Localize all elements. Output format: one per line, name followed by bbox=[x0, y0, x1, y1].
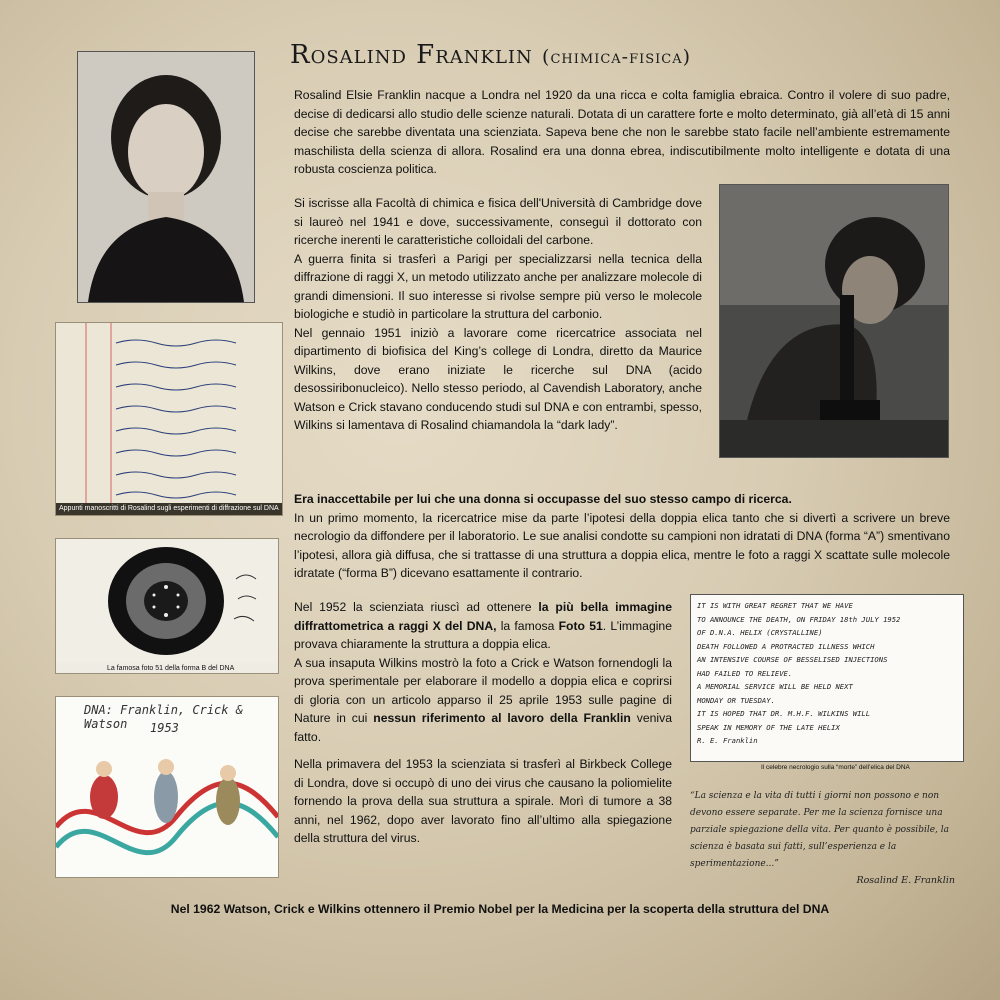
footer-nobel: Nel 1962 Watson, Crick e Wilkins ottennero il Premio Nobel per la Medicina per la scoperta della struttura del DNA bbox=[170, 902, 830, 916]
photo51-text-a: Nel 1952 la scienziata riuscì ad ottenere bbox=[294, 600, 539, 614]
wilkins-text-a: A sua insaputa Wilkins mostrò la foto a Crick e Watson fornendogli la prova sperimentale per elaborare il modello a doppia elica e coprirsi di gloria con un articolo apparso il 25 aprile 1953 sulle pagine di Nature in cui bbox=[294, 655, 672, 725]
wilkins-text-b: nessun riferimento al lavoro della Franklin bbox=[373, 711, 631, 725]
necrology-line: AN INTENSIVE COURSE OF BESSELISED INJECTIONS bbox=[697, 655, 888, 664]
cartoon-year: 1953 bbox=[150, 721, 179, 735]
necrology-caption: Il celebre necrologio sulla “morte” dell’elica del DNA bbox=[761, 764, 910, 771]
portrait-photo bbox=[77, 51, 255, 303]
photo51-caption: La famosa foto 51 della forma B del DNA bbox=[107, 665, 235, 672]
title-name: Rosalind Franklin bbox=[290, 40, 533, 70]
page-title bbox=[290, 40, 691, 70]
lab-photo bbox=[719, 184, 949, 458]
cartoon-title: DNA: Franklin, Crick & Watson bbox=[84, 703, 243, 731]
intro-paragraph: Rosalind Elsie Franklin nacque a Londra nel 1920 da una ricca e colta famiglia ebraica. Contro il volere di suo padre, decise di dedicarsi allo studio delle scienze naturali. Dotata di un carattere forte e molto determinato, già all’età di 15 anni decise che sarebbe diventata una scienziata. Sapeva bene che non le sarebbe stato facile nell’ambiente estremamente maschilista della scienza di allora. Rosalind era una donna ebrea, indiscutibilmente molto intelligente e dotata di una robusta coscienza politica. bbox=[294, 88, 950, 176]
necrology-line: OF D.N.A. HELIX (CRYSTALLINE) bbox=[697, 628, 823, 637]
helix-hypothesis-text: In un primo momento, la ricercatrice mise da parte l’ipotesi della doppia elica tanto che si divertì a scrivere un breve necrologio da diffondere per il laboratorio. Le sue analisi condotte su campioni non idratati di DNA (forma “A”) smentivano l’ipotesi, allora già diffusa, che si trattasse di una struttura a doppia elica, mentre le foto a raggi X scattate sulle molecole idratate (“forma B”) dicevano esattamente il contrario. bbox=[294, 510, 950, 580]
necrology-note bbox=[690, 594, 964, 762]
necrology-line: IT IS HOPED THAT DR. M.H.F. WILKINS WILL bbox=[697, 709, 871, 718]
necrology-line: SPEAK IN MEMORY OF THE LATE HELIX bbox=[697, 722, 840, 732]
title-subtitle: (chimica-fisica) bbox=[542, 46, 692, 68]
photo51-paragraph bbox=[294, 598, 672, 746]
manuscript-image bbox=[55, 322, 283, 516]
necrology-line: A MEMORIAL SERVICE WILL BE HELD NEXT bbox=[697, 682, 853, 691]
manuscript-caption: Appunti manoscritti di Rosalind sugli esperimenti di diffrazione sul DNA bbox=[56, 503, 282, 515]
birkbeck-paragraph: Nella primavera del 1953 la scienziata si trasferì al Birkbeck College di Londra, dove si occupò di uno dei virus che causano la poliomielite fornendo la prova della sua struttura a spirale. Morì di tumore a 38 anni, nel 1962, dopo aver lavorato fino all’ultimo alla spiegazione della struttura del virus. bbox=[294, 757, 672, 845]
cambridge-text: Si iscrisse alla Facoltà di chimica e fisica dell'Università di Cambridge dove si laureò nel 1941 e dove, successivamente, conseguì il dottorato con ricerche inerenti le caratteristiche colloidali del carbone. bbox=[294, 196, 702, 247]
necrology-line: MONDAY OR TUESDAY. bbox=[697, 695, 775, 705]
paris-text: A guerra finita si trasferì a Parigi per specializzarsi nella tecnica della diffrazione di raggi X, un metodo utilizzato anche per analizzare molecole di grandi dimensioni. Il suo interesse si rivolse sempre più verso le molecole biologiche e studiò in particolare la struttura del carbonio. bbox=[294, 251, 702, 321]
cartoon-image bbox=[55, 696, 279, 878]
quote-author: Rosalind E. Franklin bbox=[856, 875, 955, 886]
photo51-image bbox=[55, 538, 279, 674]
necrology-line: R. E. Franklin bbox=[697, 736, 758, 745]
necrology-line: TO ANNOUNCE THE DEATH, ON FRIDAY 18th JULY 1952 bbox=[697, 614, 901, 624]
necrology-line: HAD FAILED TO RELIEVE. bbox=[697, 668, 793, 678]
necrology-line: IT IS WITH GREAT REGRET THAT WE HAVE bbox=[697, 601, 853, 610]
quote-text: “La scienza e la vita di tutti i giorni non possono e non devono essere separate. Per me la scienza fornisce una parziale spiegazione della vita. Per quanto è possibile, la scienza è basata sui fatti, sull’esperienza e la sperimentazione...” bbox=[690, 791, 950, 869]
wilkins-text-c: veniva fatto. bbox=[294, 711, 672, 744]
necrology-line: DEATH FOLLOWED A PROTRACTED ILLNESS WHICH bbox=[697, 641, 875, 651]
photo51-text bbox=[294, 598, 672, 654]
dark-lady-paragraph bbox=[294, 490, 950, 583]
kings-college-text: Nel gennaio 1951 iniziò a lavorare come ricercatrice associata nel dipartimento di biofisica del King’s college di Londra, diretto da Maurice Wilkins, dove erano iniziate le ricerche sul DNA (acido desossiribonucleico). Nello stesso periodo, al Cavendish Laboratory, anche Watson e Crick stavano conducendo studi sul DNA e con entrambi, spesso, Wilkins si lamentava di Rosalind chiamandola la “dark lady”. bbox=[294, 325, 702, 432]
wilkins-text bbox=[294, 654, 672, 747]
inaccettabile-text: Era inaccettabile per lui che una donna si occupasse del suo stesso campo di ricerca. bbox=[294, 492, 792, 506]
quote-block bbox=[690, 788, 955, 886]
photo51-text-b: la più bella immagine diffrattometrica a raggi X del DNA, bbox=[294, 600, 673, 633]
photo51-text-c: la famosa bbox=[496, 618, 559, 633]
education-paragraph bbox=[294, 194, 702, 435]
photo51-text-e: . L’immagine provava chiaramente la struttura a doppia elica. bbox=[294, 618, 672, 651]
photo51-text-d: Foto 51 bbox=[558, 618, 603, 633]
